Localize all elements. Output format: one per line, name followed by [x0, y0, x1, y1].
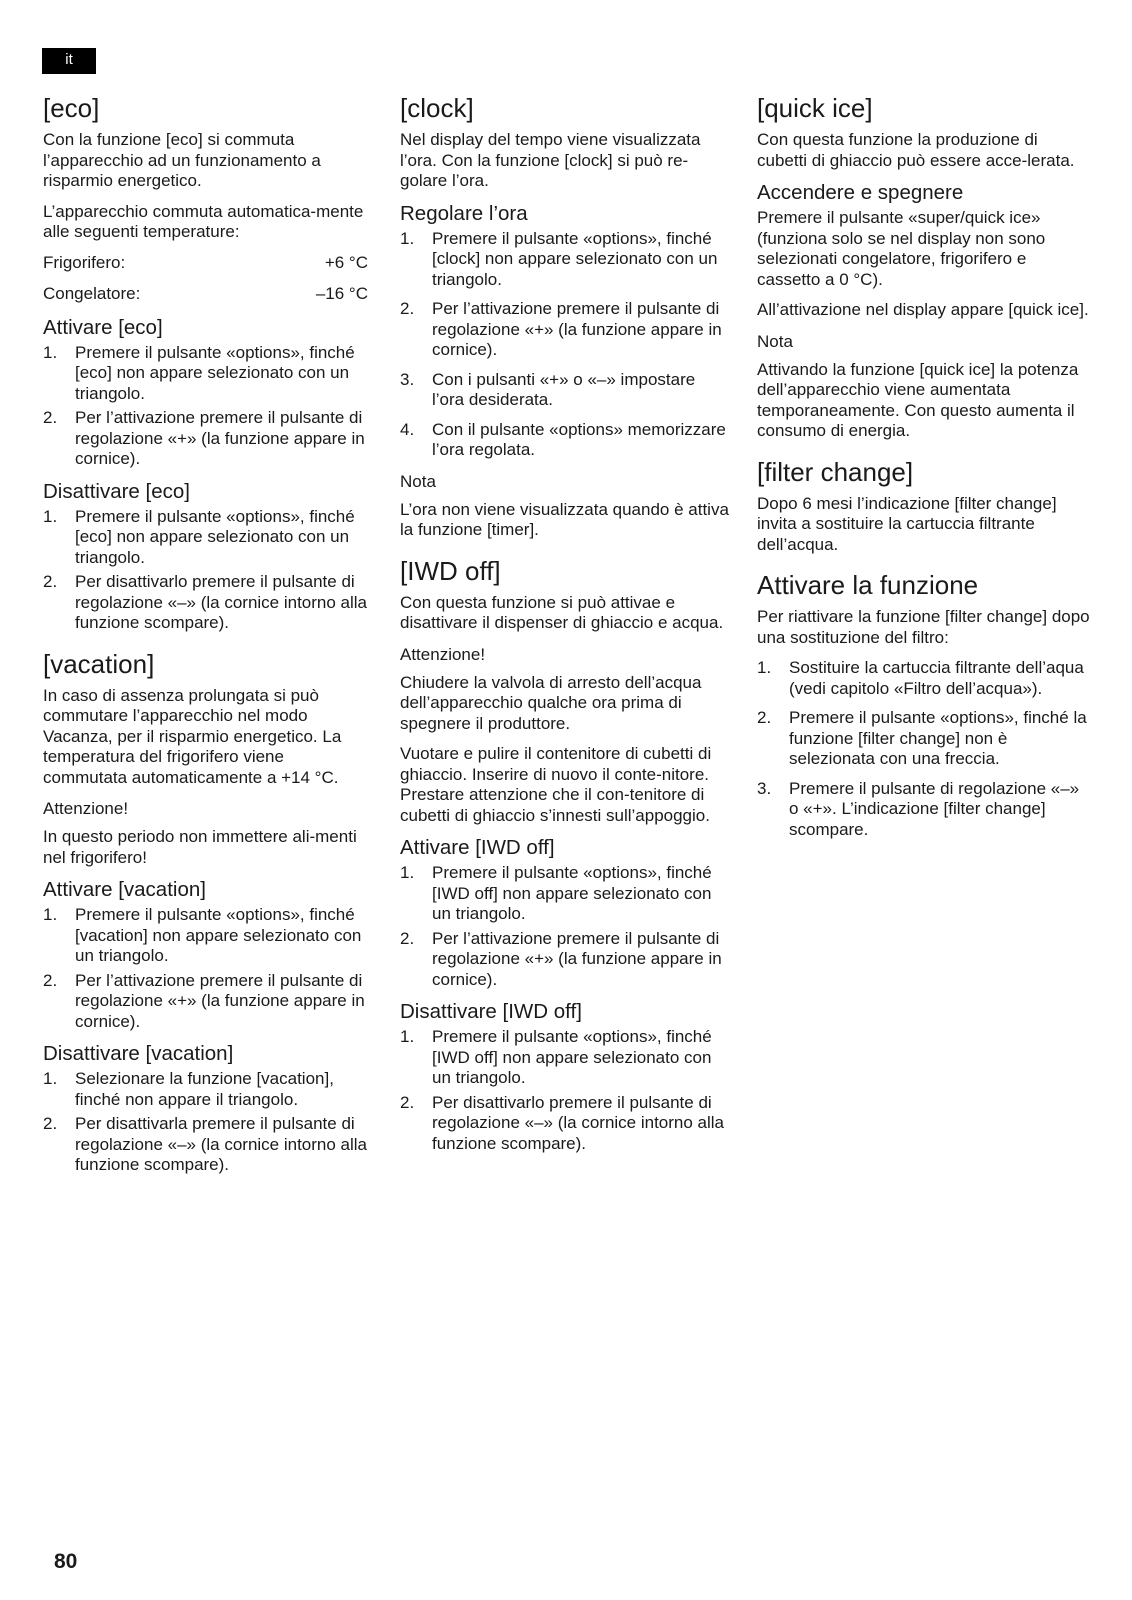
iwd-clean-text: Vuotare e pulire il contenitore di cubetti di ghiaccio. Inserire di nuovo il conte-nitore. Prestare attenzione che il con-tenitore di cubetti di ghiaccio s’innesti sull’appoggio.: [400, 744, 712, 825]
step-text: Selezionare la funzione [vacation], finché non appare il triangolo.: [75, 1069, 334, 1109]
step-text: Per disattivarlo premere il pulsante di regolazione «–» (la cornice intorno alla funzione scompare).: [75, 572, 368, 632]
list-item: [43, 971, 368, 1033]
step-number: 4.: [400, 419, 415, 439]
eco-activate-steps: [43, 343, 368, 470]
step-text: Per l’attivazione premere il pulsante di regolazione «+» (la funzione appare in cornice).: [75, 970, 365, 1031]
step-number: 2.: [757, 708, 772, 727]
vacation-activate-steps: [43, 905, 368, 1032]
temp-value: –16 °C: [315, 284, 368, 303]
reactivate-heading: Attivare la funzione: [757, 570, 979, 600]
step-number: 2.: [400, 299, 415, 318]
step-text: Premere il pulsante «options», finché [eco] non appare selezionato con un triangolo.: [75, 342, 355, 403]
reactivate-steps: [757, 658, 1092, 840]
step-number: 3.: [757, 778, 772, 798]
filter-change-intro: Dopo 6 mesi l’indicazione [filter change] invita a sostituire la cartuccia filtrante dell’acqua.: [757, 493, 1057, 554]
quick-ice-press-text: Premere il pulsante «super/quick ice» (funziona solo se nel display non sono selezionati congelatore, frigorifero e cassetto a 0 °C).: [757, 208, 1046, 289]
iwd-deactivate-heading: Disattivare [IWD off]: [400, 1000, 582, 1023]
column-middle: [400, 92, 730, 1164]
iwd-deactivate-steps: [400, 1027, 730, 1154]
eco-deactivate-steps: [43, 507, 368, 634]
temp-label: Congelatore:: [43, 284, 141, 303]
step-text: Premere il pulsante «options», finché [IWD off] non appare selezionato con un triangolo.: [432, 1027, 712, 1087]
step-text: Per disattivarla premere il pulsante di regolazione «–» (la cornice intorno alla funzione scompare).: [75, 1114, 368, 1174]
step-number: 1.: [43, 342, 58, 362]
step-number: 1.: [400, 1027, 415, 1046]
quick-ice-heading: [quick ice]: [757, 93, 873, 123]
vacation-deactivate-steps: [43, 1069, 368, 1176]
list-item: [43, 572, 368, 634]
vacation-intro: In caso di assenza prolungata si può commutare l’apparecchio nel modo Vacanza, per il risparmio energetico. La temperatura del frigorifero viene commutata automaticamente a +14 °C.: [43, 685, 342, 787]
list-item: [400, 299, 730, 361]
vacation-heading: [vacation]: [43, 648, 155, 679]
list-item: [43, 1114, 368, 1176]
step-number: 1.: [43, 1069, 58, 1088]
iwd-attention-label: Attenzione!: [400, 644, 486, 664]
filter-change-heading: [filter change]: [757, 456, 914, 487]
temp-label: Frigorifero:: [43, 252, 126, 272]
list-item: [43, 905, 368, 967]
step-text: Per l’attivazione premere il pulsante di regolazione «+» (la funzione appare in cornice).: [432, 299, 722, 359]
vacation-attention-text: In questo periodo non immettere ali-menti nel frigorifero!: [43, 827, 357, 867]
step-number: 2.: [43, 408, 58, 427]
eco-intro: Con la funzione [eco] si commuta l’apparecchio ad un funzionamento a risparmio energetico.: [43, 130, 321, 190]
list-item: [43, 343, 368, 405]
quick-ice-note-label: Nota: [757, 331, 793, 351]
list-item: [757, 708, 1092, 770]
step-number: 1.: [757, 658, 772, 677]
step-text: Premere il pulsante di regolazione «–» o «+». L’indicazione [filter change] scompare.: [789, 778, 1080, 839]
step-number: 1.: [43, 905, 58, 924]
language-tab: it: [42, 48, 96, 74]
list-item: [43, 1069, 368, 1110]
vacation-activate-heading: Attivare [vacation]: [43, 878, 206, 901]
step-number: 1.: [400, 863, 415, 882]
clock-note-text: L’ora non viene visualizzata quando è attiva la funzione [timer].: [400, 499, 729, 539]
temp-row-fridge: [43, 253, 368, 274]
temp-value: +6 °C: [324, 252, 368, 272]
eco-temps-intro: L’apparecchio commuta automatica-mente alle seguenti temperature:: [43, 201, 364, 241]
clock-set-heading: Regolare l’ora: [400, 201, 528, 225]
step-text: Premere il pulsante «options», finché [IWD off] non appare selezionato con un triangolo.: [432, 863, 712, 923]
step-number: 1.: [400, 228, 415, 248]
eco-heading: [eco]: [43, 93, 100, 123]
step-text: Sostituire la cartuccia filtrante dell’aqua (vedi capitolo «Filtro dell’acqua»).: [789, 658, 1084, 698]
iwd-heading: [IWD off]: [400, 555, 501, 586]
list-item: [400, 370, 730, 411]
list-item: [400, 229, 730, 291]
page-number: 80: [54, 1550, 78, 1573]
quick-ice-note-text: Attivando la funzione [quick ice] la potenza dell’apparecchio viene aumentata temporaneamente. Con questo aumenta il consumo di energia.: [757, 359, 1079, 440]
list-item: [43, 507, 368, 569]
vacation-deactivate-heading: Disattivare [vacation]: [43, 1042, 234, 1065]
step-number: 1.: [43, 506, 58, 526]
iwd-intro: Con questa funzione si può attivae e disattivare il dispenser di ghiaccio e acqua.: [400, 592, 724, 632]
quick-ice-intro: Con questa funzione la produzione di cubetti di ghiaccio può essere acce-lerata.: [757, 130, 1075, 170]
iwd-activate-steps: [400, 863, 730, 990]
vacation-attention-label: Attenzione!: [43, 799, 129, 818]
step-text: Per l’attivazione premere il pulsante di regolazione «+» (la funzione appare in cornice).: [75, 408, 365, 468]
step-text: Per disattivarlo premere il pulsante di regolazione «–» (la cornice intorno alla funzione scompare).: [432, 1092, 725, 1153]
step-text: Premere il pulsante «options», finché [vacation] non appare selezionato con un triangolo.: [75, 905, 362, 965]
step-number: 2.: [43, 970, 58, 990]
step-text: Con il pulsante «options» memorizzare l’ora regolata.: [432, 419, 726, 459]
step-text: Premere il pulsante «options», finché la funzione [filter change] non è selezionata con una freccia.: [789, 708, 1087, 768]
step-number: 2.: [43, 572, 58, 591]
clock-note-label: Nota: [400, 471, 436, 491]
clock-heading: [clock]: [400, 93, 474, 123]
step-text: Per l’attivazione premere il pulsante di regolazione «+» (la funzione appare in cornice).: [432, 928, 722, 989]
clock-set-steps: [400, 229, 730, 461]
step-text: Con i pulsanti «+» o «–» impostare l’ora desiderata.: [432, 369, 696, 409]
temp-row-freezer: [43, 284, 368, 305]
list-item: [400, 1093, 730, 1155]
list-item: [400, 420, 730, 461]
list-item: [400, 929, 730, 991]
iwd-activate-heading: Attivare [IWD off]: [400, 836, 555, 859]
step-number: 2.: [400, 928, 415, 948]
step-text: Premere il pulsante «options», finché [clock] non appare selezionato con un triangolo.: [432, 228, 718, 289]
eco-deactivate-heading: Disattivare [eco]: [43, 479, 190, 503]
list-item: [757, 779, 1092, 841]
list-item: [400, 863, 730, 925]
reactivate-intro: Per riattivare la funzione [filter change] dopo una sostituzione del filtro:: [757, 607, 1090, 647]
step-number: 2.: [400, 1092, 415, 1112]
eco-activate-heading: Attivare [eco]: [43, 315, 163, 339]
step-number: 3.: [400, 369, 415, 389]
quick-ice-onoff-heading: Accendere e spegnere: [757, 181, 964, 204]
list-item: [43, 408, 368, 470]
clock-intro: Nel display del tempo viene visualizzata l’ora. Con la funzione [clock] si può re-golare l’ora.: [400, 130, 701, 190]
list-item: [400, 1027, 730, 1089]
column-left: [43, 92, 368, 1186]
step-number: 2.: [43, 1114, 58, 1133]
list-item: [757, 658, 1092, 699]
quick-ice-display-text: All’attivazione nel display appare [quick ice].: [757, 300, 1089, 319]
column-right: [757, 92, 1092, 850]
step-text: Premere il pulsante «options», finché [eco] non appare selezionato con un triangolo.: [75, 506, 355, 567]
iwd-attention-text: Chiudere la valvola di arresto dell’acqua dell’apparecchio qualche ora prima di spegnere il produttore.: [400, 672, 702, 733]
